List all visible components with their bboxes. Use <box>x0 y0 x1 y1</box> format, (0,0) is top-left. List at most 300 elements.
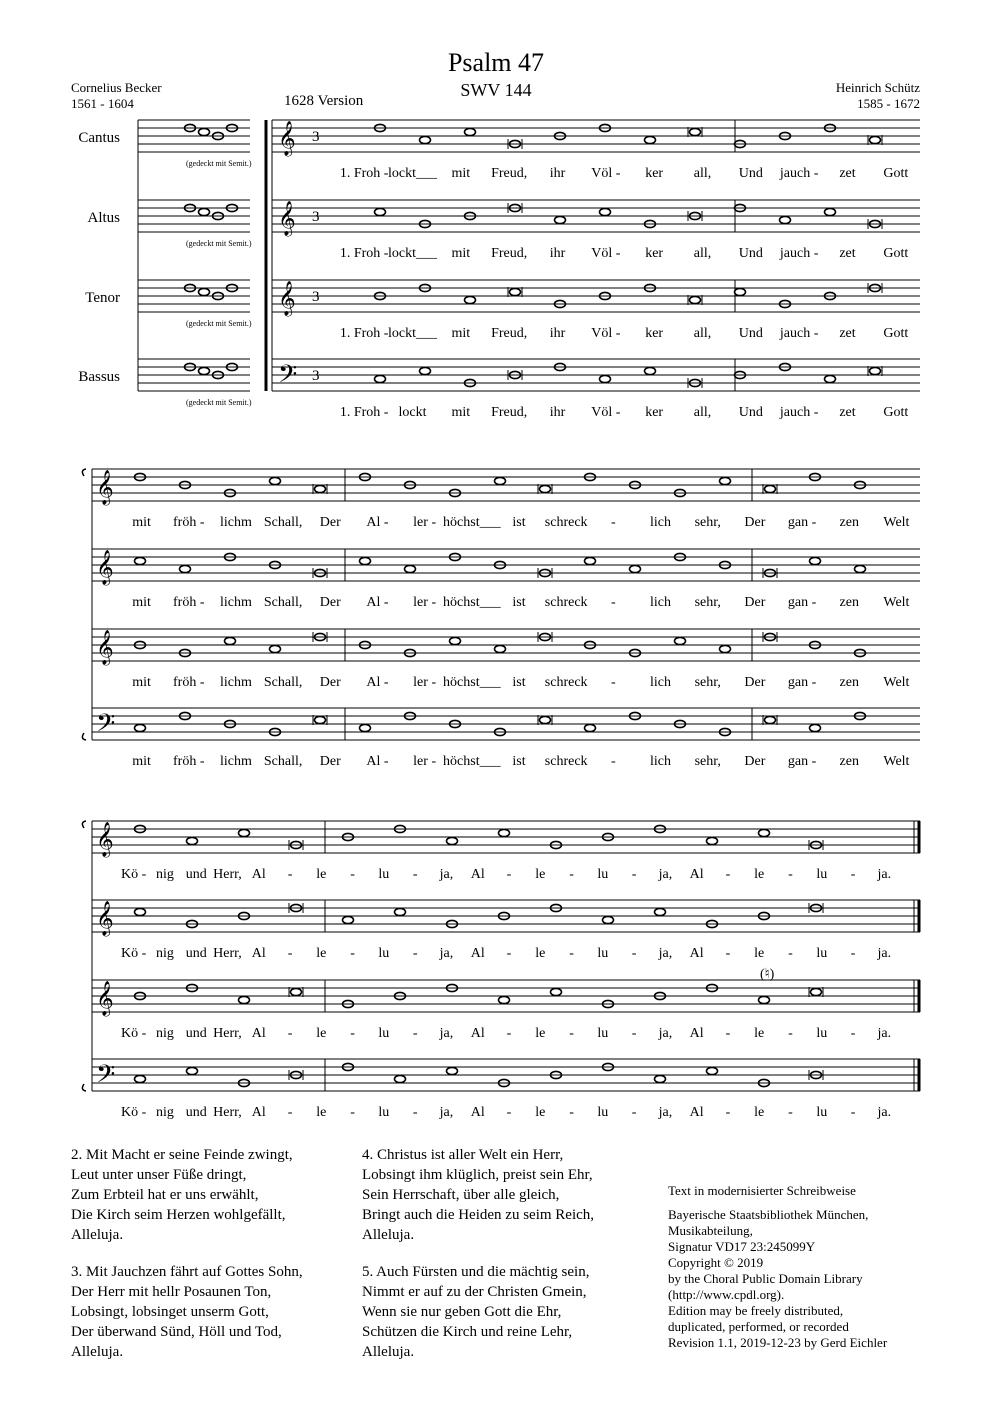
system-1-tenor-syllable: all, <box>693 326 712 341</box>
system-3-syllable-syllable: - <box>506 1026 512 1041</box>
note <box>603 916 614 923</box>
system-3-syllable-syllable: Al <box>251 1105 266 1120</box>
system-2-syllable-syllable: Der <box>744 675 766 690</box>
system-2-syllable-syllable: zen <box>839 754 859 769</box>
system-3-syllable-syllable: - <box>412 1026 418 1041</box>
system-3-syllable-syllable: - <box>287 1026 293 1041</box>
note <box>395 908 406 915</box>
system-3-syllable-syllable: Al <box>470 946 485 961</box>
note <box>825 375 836 382</box>
time-signature: 3 <box>312 368 320 384</box>
system-2-syllable-syllable: zen <box>839 515 859 530</box>
system-3-syllable-syllable: Kö - <box>120 1026 147 1041</box>
system-2-syllable-syllable: lichm <box>219 515 252 530</box>
system-3-syllable-syllable: le <box>754 1026 765 1041</box>
system-2-syllable-syllable: ler - <box>413 515 437 530</box>
system-2-syllable-syllable: Schall, <box>263 754 303 769</box>
note <box>510 288 521 295</box>
system-1-tenor-syllable: Gott <box>883 326 909 341</box>
system-1-tenor-syllable: 1. Froh - <box>339 326 389 341</box>
note <box>135 1075 146 1082</box>
note <box>375 375 386 382</box>
system-2-syllable-syllable: ler - <box>413 754 437 769</box>
note <box>720 645 731 652</box>
system-3-syllable-syllable: - <box>350 946 355 961</box>
system-1-cantus-syllable: 1. Froh - <box>339 166 389 181</box>
system-2-syllable-syllable: ist <box>512 754 526 769</box>
system-2-syllable-syllable: mit <box>132 675 151 690</box>
system-1-tenor-syllable: ihr <box>549 326 566 341</box>
system-3-syllable-syllable: - <box>412 946 418 961</box>
system-3-syllable-syllable: - <box>788 1105 793 1120</box>
system-1-bassus-syllable: Völ - <box>591 405 621 420</box>
system-3-syllable-syllable: ja, <box>439 1105 454 1120</box>
note <box>655 1075 666 1082</box>
treble-clef: 𝄞 <box>278 202 296 235</box>
system-3-syllable-syllable: nig <box>155 1026 174 1041</box>
system-3-syllable-syllable: - <box>350 1105 355 1120</box>
note <box>870 367 881 374</box>
system-3-syllable-syllable: - <box>412 1105 418 1120</box>
note <box>495 477 506 484</box>
system-2-syllable-syllable: - <box>611 595 616 610</box>
bass-clef: 𝄢 <box>278 361 298 394</box>
system-2-syllable-syllable: lich <box>650 595 672 610</box>
system-3-syllable-syllable: le <box>535 1026 546 1041</box>
note <box>270 645 281 652</box>
system-1-altus-syllable: all, <box>693 246 712 261</box>
system-3-syllable-syllable: - <box>850 1105 856 1120</box>
system-2-syllable-syllable: sehr, <box>694 675 721 690</box>
spelling-note: Text in modernisierter Schreibweise <box>668 1183 856 1198</box>
note <box>187 1067 198 1074</box>
system-2-syllable-syllable: Al - <box>366 675 389 690</box>
system-2-syllable-syllable: - <box>611 515 616 530</box>
system-2-syllable-syllable: Der <box>319 754 341 769</box>
system-1-cantus-syllable: mit <box>451 166 471 181</box>
composer-dates: 1585 - 1672 <box>857 96 920 111</box>
time-signature: 3 <box>312 289 320 305</box>
system-3-syllable-syllable: nig <box>155 867 174 882</box>
system-3-syllable-syllable: Al <box>251 867 266 882</box>
system-3-syllable-syllable: lu <box>816 946 828 961</box>
note <box>187 837 198 844</box>
system-2-syllable-syllable: lichm <box>219 595 252 610</box>
system-1-bassus-syllable: all, <box>693 405 712 420</box>
system-1-cantus-syllable: Völ - <box>591 166 621 181</box>
system-3-syllable-syllable: lu <box>378 1105 390 1120</box>
system-1-cantus-syllable: ker <box>645 166 664 181</box>
system-1-bassus-syllable: Und <box>738 405 763 420</box>
system-2-syllable-syllable: schreck <box>544 675 588 690</box>
system-3-syllable-syllable: Herr, <box>213 946 242 961</box>
system-1-tenor-syllable: Und <box>738 326 763 341</box>
note <box>690 128 701 135</box>
source-copyright-note: Bayerische Staatsbibliothek München, Musikabteilung, Signatur VD17 23:245099Y Copyright © 2019 by the Choral Public Domain Library (http://www.cpdl.org). Edition may be freely distributed, duplicated, performed, or recorded Revision 1.1, 2019-12-23 by Gerd Eichler <box>668 1207 888 1350</box>
treble-clef: 𝄞 <box>278 122 296 155</box>
system-1-cantus-syllable: lockt___ <box>388 166 437 181</box>
system-2-syllable-syllable: höchst___ <box>443 675 501 690</box>
system-3-syllable-syllable: - <box>569 946 574 961</box>
note <box>870 136 881 143</box>
system-2-syllable-syllable: ist <box>512 595 526 610</box>
system-3-syllable-syllable: ja, <box>658 1105 673 1120</box>
system-3-syllable-syllable: le <box>535 1105 546 1120</box>
incipit-note <box>199 128 210 135</box>
system-bracket <box>82 821 86 1091</box>
note <box>135 908 146 915</box>
note <box>690 296 701 303</box>
note <box>585 557 596 564</box>
system-3-syllable-syllable: - <box>725 1026 731 1041</box>
system-1-bassus-syllable: ker <box>645 405 664 420</box>
note <box>600 375 611 382</box>
system-3-syllable-syllable: le <box>754 867 765 882</box>
note <box>720 477 731 484</box>
note <box>420 367 431 374</box>
system-bracket <box>82 469 86 740</box>
system-3-syllable-syllable: ja, <box>658 946 673 961</box>
system-1-bassus-syllable: ihr <box>549 405 566 420</box>
incipit-note <box>199 208 210 215</box>
system-2-syllable-syllable: Der <box>319 515 341 530</box>
system-2-syllable-syllable: fröh - <box>173 675 205 690</box>
system-1-bassus-syllable: zet <box>839 405 856 420</box>
note <box>600 208 611 215</box>
composer-name: Heinrich Schütz <box>835 80 920 95</box>
voice-label-tenor: Tenor <box>85 290 120 306</box>
system-2-syllable-syllable: ist <box>512 515 526 530</box>
system-3-syllable-syllable: Al <box>470 1026 485 1041</box>
system-3-syllable-syllable: - <box>631 1026 637 1041</box>
note <box>499 829 510 836</box>
system-3-syllable-syllable: le <box>316 946 327 961</box>
system-3-syllable-syllable: - <box>287 946 293 961</box>
system-3-syllable-syllable: - <box>788 1026 793 1041</box>
system-3-syllable-syllable: und <box>185 1105 207 1120</box>
system-2-syllable-syllable: gan - <box>787 595 817 610</box>
system-1-tenor-syllable: Völ - <box>591 326 621 341</box>
system-3-syllable-syllable: - <box>287 867 293 882</box>
system-3-syllable-syllable: - <box>631 1105 637 1120</box>
note <box>420 136 431 143</box>
system-2-syllable-syllable: sehr, <box>694 754 721 769</box>
system-3-syllable-syllable: - <box>725 1105 731 1120</box>
system-2-syllable-syllable: Schall, <box>263 675 303 690</box>
system-1-altus-syllable: ihr <box>549 246 566 261</box>
system-1-cantus-syllable: ihr <box>549 166 566 181</box>
system-1-bassus-syllable: lockt <box>398 405 427 420</box>
system-1-altus-syllable: lockt___ <box>388 246 437 261</box>
system-3-syllable-syllable: Herr, <box>213 1026 242 1041</box>
system-3-syllable-syllable: Al <box>470 867 485 882</box>
system-2-syllable-syllable: sehr, <box>694 595 721 610</box>
system-3-syllable-syllable: ja. <box>877 946 892 961</box>
system-1-tenor-syllable: lockt___ <box>388 326 437 341</box>
system-1-altus-syllable: zet <box>839 246 856 261</box>
system-3-syllable-syllable: - <box>350 1026 355 1041</box>
system-2-syllable-syllable: höchst___ <box>443 515 501 530</box>
note <box>645 367 656 374</box>
system-2-syllable-syllable: lich <box>650 675 672 690</box>
system-3-syllable-syllable: lu <box>597 867 609 882</box>
system-3-syllable-syllable: Al <box>251 1026 266 1041</box>
system-2-syllable-syllable: ist <box>512 675 526 690</box>
system-2-syllable-syllable: zen <box>839 675 859 690</box>
voice-label-cantus: Cantus <box>78 130 120 146</box>
system-2-syllable-syllable: schreck <box>544 754 588 769</box>
system-3-syllable-syllable: ja. <box>877 867 892 882</box>
system-2-syllable-syllable: gan - <box>787 515 817 530</box>
system-2-syllable-syllable: gan - <box>787 675 817 690</box>
note <box>540 716 551 723</box>
system-3-syllable-syllable: ja. <box>877 1026 892 1041</box>
note <box>450 637 461 644</box>
system-3-syllable-syllable: nig <box>155 1105 174 1120</box>
note <box>499 996 510 1003</box>
note <box>810 557 821 564</box>
system-2-syllable-syllable: ler - <box>413 595 437 610</box>
system-1-bassus-syllable: Gott <box>883 405 909 420</box>
system-3-syllable-syllable: - <box>788 946 793 961</box>
note <box>315 716 326 723</box>
note <box>395 1075 406 1082</box>
system-3-syllable-syllable: le <box>535 867 546 882</box>
system-3-syllable-syllable: Al <box>689 867 704 882</box>
system-2-syllable-syllable: Al - <box>366 595 389 610</box>
verse-5: 5. Auch Fürsten und die mächtig sein, Nimmt er auf zu der Christen Gmein, Wenn sie nur geben Gott die Ehr, Schützen die Kirch und reine Lehr, Alleluja. <box>362 1264 590 1360</box>
system-2-syllable-syllable: mit <box>132 754 151 769</box>
system-1-altus-syllable: jauch - <box>779 246 819 261</box>
system-3-syllable-syllable: Al <box>689 1105 704 1120</box>
system-3-syllable-syllable: - <box>850 867 856 882</box>
system-2-syllable-syllable: Der <box>744 754 766 769</box>
note <box>465 296 476 303</box>
system-2-syllable-syllable: lich <box>650 754 672 769</box>
voice-label-altus: Altus <box>87 210 120 226</box>
system-2-syllable-syllable: ler - <box>413 675 437 690</box>
note <box>855 565 866 572</box>
incipit-note <box>199 367 210 374</box>
voice-label-bassus: Bassus <box>78 369 120 385</box>
note <box>447 1067 458 1074</box>
system-3-syllable-syllable: Herr, <box>213 1105 242 1120</box>
note <box>759 996 770 1003</box>
system-3-syllable-syllable: lu <box>816 1105 828 1120</box>
treble-clef: 𝄞 <box>96 631 114 664</box>
system-2-syllable-syllable: lich <box>650 515 672 530</box>
system-1-altus-syllable: 1. Froh - <box>339 246 389 261</box>
incipit-note <box>199 288 210 295</box>
system-2-syllable-syllable: höchst___ <box>443 754 501 769</box>
system-1-altus-syllable: mit <box>451 246 471 261</box>
system-2-syllable-syllable: sehr, <box>694 515 721 530</box>
system-3-syllable-syllable: ja. <box>877 1105 892 1120</box>
system-3-syllable-syllable: lu <box>378 867 390 882</box>
incipit-annotation: (gedeckt mit Semit.) <box>186 319 252 328</box>
system-1-bassus-syllable: mit <box>451 405 471 420</box>
system-1-altus-syllable: Völ - <box>591 246 621 261</box>
tenor-accidental-annotation: (♮) <box>760 967 775 982</box>
system-1-altus-syllable: ker <box>645 246 664 261</box>
system-3-syllable-syllable: lu <box>816 1026 828 1041</box>
system-3-syllable-syllable: - <box>725 946 731 961</box>
note <box>707 1067 718 1074</box>
system-2-syllable-syllable: zen <box>839 595 859 610</box>
system-2-syllable-syllable: Al - <box>366 754 389 769</box>
system-1-bassus-syllable: jauch - <box>779 405 819 420</box>
system-3-syllable-syllable: - <box>788 867 793 882</box>
system-3-syllable-syllable: - <box>569 1026 574 1041</box>
note <box>551 988 562 995</box>
system-3-syllable-syllable: - <box>569 1105 574 1120</box>
system-2-syllable-syllable: Al - <box>366 515 389 530</box>
system-3-syllable-syllable: le <box>754 946 765 961</box>
note <box>315 485 326 492</box>
system-3-syllable-syllable: nig <box>155 946 174 961</box>
system-3-syllable-syllable: le <box>316 1105 327 1120</box>
system-3-syllable-syllable: und <box>185 1026 207 1041</box>
system-2-syllable-syllable: - <box>611 754 616 769</box>
system-1-cantus-syllable: all, <box>693 166 712 181</box>
system-3-syllable-syllable: und <box>185 946 207 961</box>
system-3-syllable-syllable: Al <box>251 946 266 961</box>
verse-2: 2. Mit Macht er seine Feinde zwingt, Leut unter unser Füße dringt, Zum Erbteil hat er uns erwählt, Die Kirch seim Herzen wohlgefällt, Alleluja. <box>71 1147 293 1243</box>
system-3-syllable-syllable: le <box>316 1026 327 1041</box>
note <box>225 637 236 644</box>
note <box>360 557 371 564</box>
system-3-syllable-syllable: - <box>287 1105 293 1120</box>
system-2-syllable-syllable: fröh - <box>173 595 205 610</box>
incipit-annotation: (gedeckt mit Semit.) <box>186 159 252 168</box>
system-3-syllable-syllable: Al <box>689 946 704 961</box>
catalog-number: SWV 144 <box>460 80 532 100</box>
system-2-syllable-syllable: lichm <box>219 675 252 690</box>
system-2-syllable-syllable: mit <box>132 595 151 610</box>
system-1-cantus-syllable: Freud, <box>491 166 528 181</box>
system-1-tenor-syllable: mit <box>451 326 471 341</box>
note <box>375 208 386 215</box>
note <box>291 988 302 995</box>
system-2-syllable-syllable: schreck <box>544 515 588 530</box>
system-3-syllable-syllable: - <box>631 867 637 882</box>
note <box>585 724 596 731</box>
note <box>135 724 146 731</box>
system-1-tenor-syllable: Freud, <box>491 326 528 341</box>
system-3-syllable-syllable: - <box>412 867 418 882</box>
system-3-syllable-syllable: - <box>506 1105 512 1120</box>
system-3-syllable-syllable: Al <box>470 1105 485 1120</box>
system-2-syllable-syllable: Welt <box>883 675 910 690</box>
verse-3: 3. Mit Jauchzen fährt auf Gottes Sohn, Der Herr mit hellr Posaunen Ton, Lobsingt, lobsinget unserm Gott, Der überwand Sünd, Höll und Tod, Alleluja. <box>71 1264 303 1360</box>
system-1-bassus-syllable: 1. Froh - <box>339 405 389 420</box>
note <box>759 829 770 836</box>
system-3-syllable-syllable: Herr, <box>213 867 242 882</box>
note <box>180 565 191 572</box>
system-1-cantus-syllable: Und <box>738 166 763 181</box>
system-2-syllable-syllable: gan - <box>787 754 817 769</box>
note <box>765 716 776 723</box>
system-2-syllable-syllable: Der <box>319 595 341 610</box>
system-2-syllable-syllable: schreck <box>544 595 588 610</box>
system-1-cantus-syllable: zet <box>839 166 856 181</box>
system-1-tenor-syllable: zet <box>839 326 856 341</box>
system-3-syllable-syllable: - <box>350 867 355 882</box>
treble-clef: 𝄞 <box>96 902 114 935</box>
bass-clef: 𝄢 <box>96 710 116 743</box>
system-1-tenor-syllable: jauch - <box>779 326 819 341</box>
poet-dates: 1561 - 1604 <box>71 96 134 111</box>
system-3-syllable-syllable: ja, <box>658 867 673 882</box>
system-2-syllable-syllable: fröh - <box>173 515 205 530</box>
poet-name: Cornelius Becker <box>71 80 162 95</box>
note <box>270 477 281 484</box>
system-1-tenor-syllable: ker <box>645 326 664 341</box>
note <box>655 908 666 915</box>
system-2-syllable-syllable: Welt <box>883 754 910 769</box>
system-3-syllable-syllable: - <box>725 867 731 882</box>
note <box>495 645 506 652</box>
system-2-syllable-syllable: Schall, <box>263 515 303 530</box>
note <box>645 136 656 143</box>
note <box>405 565 416 572</box>
note <box>239 829 250 836</box>
system-2-syllable-syllable: - <box>611 675 616 690</box>
note <box>135 557 146 564</box>
note <box>465 128 476 135</box>
system-3-syllable-syllable: le <box>535 946 546 961</box>
system-3-syllable-syllable: - <box>569 867 574 882</box>
system-2-syllable-syllable: Welt <box>883 515 910 530</box>
note <box>811 988 822 995</box>
system-3-syllable-syllable: - <box>506 867 512 882</box>
system-3-syllable-syllable: ja, <box>658 1026 673 1041</box>
treble-clef: 𝄞 <box>96 823 114 856</box>
time-signature: 3 <box>312 129 320 145</box>
system-2-syllable-syllable: Der <box>744 595 766 610</box>
treble-clef: 𝄞 <box>96 551 114 584</box>
note <box>343 916 354 923</box>
system-3-syllable-syllable: lu <box>597 1105 609 1120</box>
system-3-syllable-syllable: lu <box>378 1026 390 1041</box>
treble-clef: 𝄞 <box>96 982 114 1015</box>
system-3-syllable-syllable: - <box>506 946 512 961</box>
note <box>765 485 776 492</box>
verse-4: 4. Christus ist aller Welt ein Herr, Lobsingt ihm klüglich, preist sein Ehr, Sein Herrschaft, über alle gleich, Bringt auch die Heiden zu seim Reich, Alleluja. <box>362 1147 595 1243</box>
system-2-syllable-syllable: lichm <box>219 754 252 769</box>
system-3-syllable-syllable: Kö - <box>120 1105 147 1120</box>
system-3-syllable-syllable: le <box>316 867 327 882</box>
note <box>360 724 371 731</box>
note <box>675 637 686 644</box>
incipit-annotation: (gedeckt mit Semit.) <box>186 398 252 407</box>
system-3-syllable-syllable: - <box>850 1026 856 1041</box>
note <box>780 216 791 223</box>
treble-clef: 𝄞 <box>96 471 114 504</box>
version-label: 1628 Version <box>284 93 364 109</box>
system-3-syllable-syllable: Kö - <box>120 867 147 882</box>
system-3-syllable-syllable: lu <box>597 946 609 961</box>
system-3-syllable-syllable: ja, <box>439 867 454 882</box>
note <box>447 837 458 844</box>
system-1-altus-syllable: Und <box>738 246 763 261</box>
system-3-syllable-syllable: - <box>850 946 856 961</box>
system-1-cantus-syllable: Gott <box>883 166 909 181</box>
note <box>540 485 551 492</box>
system-2-syllable-syllable: Welt <box>883 595 910 610</box>
page-title: Psalm 47 <box>447 48 545 77</box>
system-2-syllable-syllable: mit <box>132 515 151 530</box>
